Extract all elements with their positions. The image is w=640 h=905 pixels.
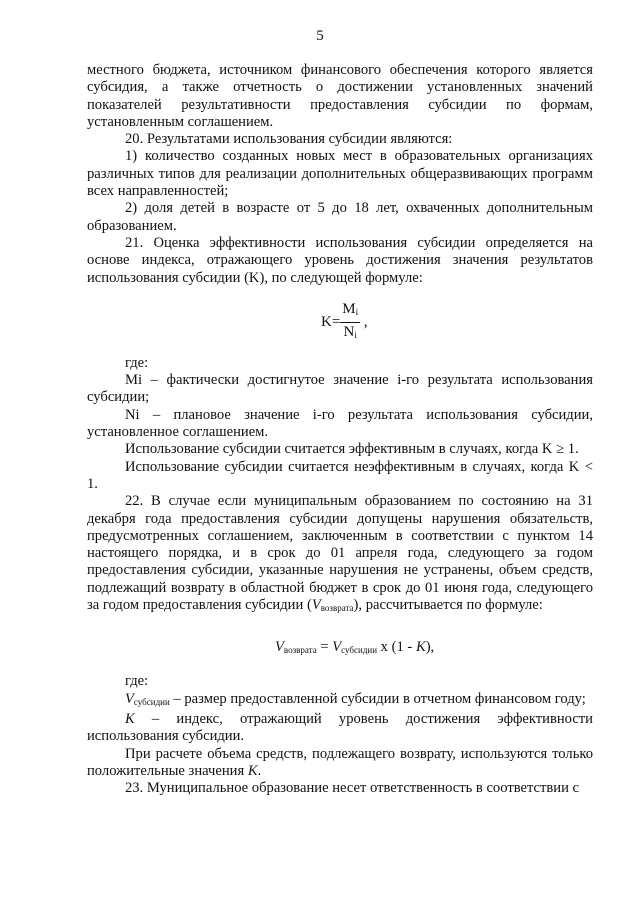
variable-subscript: субсидии — [133, 696, 170, 707]
formula-k — [87, 295, 593, 345]
variable-k: K — [125, 710, 135, 727]
where-label: где: — [125, 354, 149, 371]
variable-k: K — [247, 762, 258, 779]
paragraph: Ni – плановое значение i-го результата использования субсидии, установленное соглашением. — [87, 406, 593, 441]
formula-k-numerator — [340, 301, 360, 323]
paragraph: Использование субсидии считается неэффективным в случаях, когда K < 1. — [87, 458, 593, 492]
numerator-subscript: i — [355, 306, 359, 317]
paragraph: 21. Оценка эффективности использования субсидии определяется на основе индекса, отражающего уровень достижения значения результатов использования субсидии (K), по следующей формуле: — [87, 234, 593, 286]
formula-refund-expression — [275, 639, 434, 659]
where-label: где: — [125, 673, 149, 690]
paragraph: 1) количество созданных новых мест в образовательных организациях различных типов для реализации дополнительных общеразвивающих программ всех направленностей; — [87, 148, 593, 200]
paragraph-text: . — [257, 762, 262, 779]
formula-text: ), — [425, 639, 435, 656]
paragraph: 2) доля детей в возрасте от 5 до 18 лет, охваченных дополнительным образованием. — [87, 200, 593, 234]
formula-k-tail: , — [360, 313, 368, 330]
variable-subscript: субсидии — [341, 645, 378, 656]
paragraph: 23. Муниципальное образование несет ответственность в соответствии с — [125, 780, 580, 797]
paragraph: местного бюджета, источником финансового обеспечения которого является субсидия, а также отчетность о достижении установленных значений показателей результативности предоставления субсидии по формам, установленным соглашением. — [87, 62, 593, 130]
formula-refund — [87, 625, 593, 665]
paragraph — [87, 493, 593, 617]
variable-v: V — [311, 597, 321, 614]
document-body — [87, 62, 593, 797]
variable-k: K — [415, 639, 426, 656]
formula-text: x (1 - — [377, 639, 416, 656]
paragraph: 20. Результатами использования субсидии являются: — [125, 131, 453, 148]
formula-k-expression — [321, 301, 368, 344]
variable-v: V — [332, 639, 342, 656]
page-number: 5 — [316, 28, 324, 44]
paragraph-text: – индекс, отражающий уровень достижения эффективности использования субсидии. — [87, 710, 593, 745]
formula-k-denominator — [340, 323, 360, 344]
variable-v: V — [275, 639, 284, 656]
formula-equals: = — [316, 639, 333, 656]
numerator-symbol: M — [342, 300, 356, 317]
variable-subscript: возврата — [320, 603, 354, 614]
paragraph: Mi – фактически достигнутое значение i-го результата использования субсидии; — [87, 372, 593, 406]
paragraph-text: – размер предоставленной субсидии в отчетном финансовом году; — [169, 690, 586, 707]
formula-k-lhs: K= — [321, 313, 341, 330]
variable-subscript: возврата — [283, 645, 317, 656]
variable-v: V — [125, 690, 134, 707]
paragraph-text: ), рассчитывается по формуле: — [353, 597, 543, 614]
paragraph — [87, 711, 593, 746]
paragraph — [87, 746, 593, 781]
paragraph — [87, 691, 593, 711]
paragraph: Использование субсидии считается эффективным в случаях, когда K ≥ 1. — [125, 441, 579, 458]
paragraph-text: При расчете объема средств, подлежащего возврату, используются только положительные значения — [87, 745, 593, 779]
denominator-symbol: N — [343, 323, 355, 340]
denominator-subscript: i — [354, 329, 357, 340]
paragraph-text: 22. В случае если муниципальным образованием по состоянию на 31 декабря года предоставления субсидии допущены нарушения обязательств, предусмотренных соглашением, заключенным в соответствии с пунктом 14 настоящего порядка, и в срок до 01 апреля года, следующего за годом предоставления субсидии, указанные нарушения не устранены, объем средств, подлежащий возврату в областной бюджет в срок до 01 июня года, следующего за годом предоставления субсидии ( — [87, 493, 593, 614]
formula-k-fraction — [340, 301, 360, 344]
